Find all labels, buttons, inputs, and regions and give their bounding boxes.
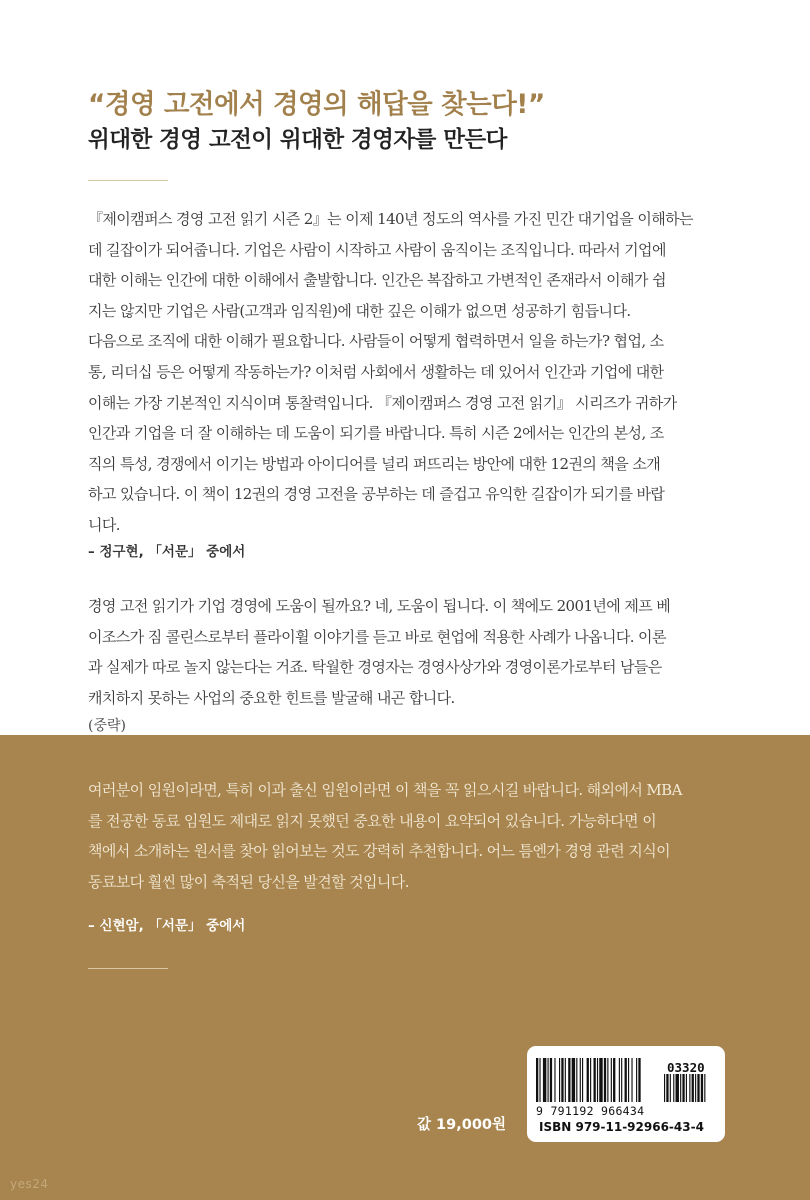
text-line: 『제이캠퍼스 경영 고전 읽기 시즌 2』는 이제 140년 정도의 역사를 가진 민간 대기업을 이해하는 [88, 210, 693, 228]
barcode-bar [594, 1058, 596, 1102]
barcode-addon-bar [676, 1074, 679, 1102]
barcode-bar [611, 1058, 612, 1102]
barcode-addon: 03320 [667, 1060, 705, 1075]
divider-bottom [88, 968, 168, 969]
barcode-bar [604, 1058, 606, 1102]
barcode-bar [536, 1058, 538, 1102]
text-line: 이조스가 짐 콜린스로부터 플라이휠 이야기를 듣고 바로 현업에 적용한 사례가 나옵니다. 이론 [88, 627, 666, 646]
barcode-bar [621, 1058, 622, 1102]
barcode-bar [576, 1058, 577, 1102]
barcode-bar [628, 1058, 629, 1102]
watermark: yes24 [10, 1177, 49, 1191]
omission-note: (중략) [88, 718, 126, 734]
barcode-bar [613, 1058, 615, 1102]
barcode-bar [543, 1058, 546, 1102]
text-line: 를 전공한 동료 임원도 제대로 읽지 못했던 중요한 내용이 요약되어 있습니다. 가능하다면 이 [88, 811, 657, 830]
barcode-addon-bar [692, 1074, 694, 1102]
barcode-bar [554, 1058, 555, 1102]
barcode-bar [565, 1058, 566, 1102]
text-line: 이해는 가장 기본적인 지식이며 통찰력입니다. 『제이캠퍼스 경영 고전 읽기』 시리즈가 귀하가 [88, 393, 677, 412]
barcode-bar [597, 1058, 598, 1102]
barcode-addon-bar [682, 1074, 684, 1102]
subheadline: 위대한 경영 고전이 위대한 경영자를 만든다 [88, 127, 507, 153]
text-line: 지는 않지만 기업은 사람(고객과 임직원)에 대한 깊은 이해가 없으면 성공하기 힘듭니다. [88, 301, 631, 320]
barcode-addon-bar [695, 1074, 696, 1102]
text-line: 직의 특성, 경쟁에서 이기는 방법과 아이디어를 널리 퍼뜨리는 방안에 대한 12권의 책을 소개 [88, 454, 661, 473]
price-label: 값 19,000원 [417, 1117, 507, 1133]
barcode-bar [580, 1058, 581, 1102]
barcode-addon-bar [686, 1074, 687, 1102]
text-line: 과 실제가 따로 놀지 않는다는 거죠. 탁월한 경영자는 경영사상가와 경영이론가로부터 남들은 [88, 658, 662, 677]
barcode-bar [550, 1058, 552, 1102]
barcode-bar [559, 1058, 560, 1102]
barcode-addon-bar [697, 1074, 699, 1102]
barcode-box [527, 1046, 725, 1142]
barcode-addon-bar [689, 1074, 690, 1102]
barcode-bar [607, 1058, 608, 1102]
barcode-bar [568, 1058, 570, 1102]
isbn-number: ISBN 979-11-92966-43-4 [539, 1120, 704, 1134]
text-line: 하고 있습니다. 이 책이 12권의 경영 고전을 공부하는 데 즐겁고 유익한 길잡이가 되기를 바랍 [88, 485, 665, 504]
barcode-addon-bar [666, 1074, 668, 1102]
barcode-bar [631, 1058, 632, 1102]
divider-top [88, 180, 168, 181]
recommendation-attribution: – 신현암, 「서문」 중에서 [88, 918, 246, 934]
barcode-addon-bar [701, 1074, 703, 1102]
preface-paragraph [88, 204, 693, 541]
barcode-bar [539, 1058, 540, 1102]
text-line: 캐치하지 못하는 사업의 중요한 힌트를 발굴해 내곤 합니다. [88, 688, 455, 707]
barcode-bar [638, 1058, 640, 1102]
barcode-bar [587, 1058, 589, 1102]
barcode-bar [590, 1058, 591, 1102]
barcode-bar [636, 1058, 637, 1102]
text-line: 니다. [88, 515, 120, 534]
review-paragraph [88, 591, 670, 713]
barcode-addon-bar [670, 1074, 671, 1102]
text-line: 통, 리더십 등은 어떻게 작동하는가? 이처럼 사회에서 생활하는 데 있어서 인간과 기업에 대한 [88, 362, 664, 381]
barcode-digits: 9 791192 966434 [536, 1104, 645, 1118]
text-line: 대한 이해는 인간에 대한 이해에서 출발합니다. 인간은 복잡하고 가변적인 존재라서 이해가 쉽 [88, 271, 666, 290]
text-line: 동료보다 훨씬 많이 축적된 당신을 발견할 것입니다. [88, 872, 409, 891]
headline: “경영 고전에서 경영의 해답을 찾는다!” [88, 89, 545, 120]
text-line: 여러분이 임원이라면, 특히 이과 출신 임원이라면 이 책을 꼭 읽으시길 바랍니다. 해외에서 MBA [88, 781, 682, 799]
barcode-bar [561, 1058, 563, 1102]
preface-attribution: – 정구현, 「서문」 중에서 [88, 544, 246, 560]
barcode-addon-bar [704, 1074, 705, 1102]
barcode-bar [548, 1058, 549, 1102]
barcode-bar [582, 1058, 583, 1102]
barcode-bar [572, 1058, 575, 1102]
barcode-bar [599, 1058, 602, 1102]
recommendation-paragraph [88, 775, 682, 897]
text-line: 경영 고전 읽기가 기업 경영에 도움이 될까요? 네, 도움이 됩니다. 이 책에도 2001년에 제프 베 [88, 597, 671, 615]
barcode-bar [619, 1058, 620, 1102]
text-line: 인간과 기업을 더 잘 이해하는 데 도움이 되기를 바랍니다. 특히 시즌 2에서는 인간의 본성, 조 [88, 424, 664, 443]
barcode-addon-bar [680, 1074, 681, 1102]
text-line: 다음으로 조직에 대한 이해가 필요합니다. 사람들이 어떻게 협력하면서 일을 하는가? 협업, 소 [88, 332, 664, 351]
barcode-bar [625, 1058, 627, 1102]
text-line: 책에서 소개하는 원서를 찾아 읽어보는 것도 강력히 추천합니다. 어느 틈엔가 경영 관련 지식이 [88, 842, 671, 861]
barcode-addon-bar [664, 1074, 665, 1102]
text-line: 데 길잡이가 되어줍니다. 기업은 사람이 시작하고 사람이 움직이는 조직입니다. 따라서 기업에 [88, 240, 666, 259]
barcode-addon-bar [673, 1074, 674, 1102]
